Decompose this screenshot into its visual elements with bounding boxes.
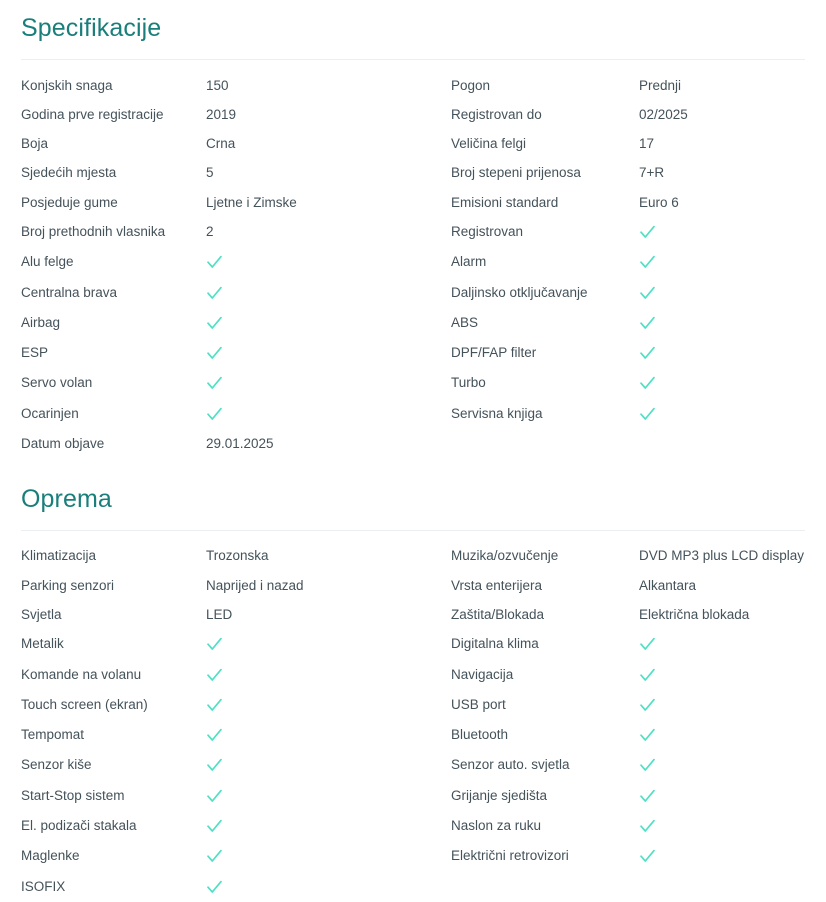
- spec-value: 150: [206, 77, 229, 93]
- spec-value: [639, 660, 826, 690]
- spec-value: [639, 812, 826, 842]
- check-icon: [206, 848, 222, 864]
- spec-label: Daljinsko otključavanje: [451, 284, 588, 300]
- spec-value: [639, 217, 826, 247]
- spec-value: [206, 781, 451, 811]
- spec-label: Servo volan: [21, 375, 93, 391]
- spec-label: Muzika/ozvučenje: [451, 548, 559, 564]
- spec-label: Svjetla: [21, 606, 62, 622]
- spec-label: [451, 872, 639, 902]
- spec-value: [639, 721, 826, 751]
- check-icon: [206, 879, 222, 895]
- spec-value: [206, 690, 451, 720]
- spec-label: Senzor kiše: [21, 757, 92, 773]
- spec-label: Godina prve registracije: [21, 106, 164, 122]
- check-icon: [639, 406, 655, 422]
- spec-value: [639, 781, 826, 811]
- check-icon: [206, 345, 222, 361]
- spec-label: Turbo: [451, 375, 486, 391]
- spec-value: [639, 308, 826, 338]
- check-icon: [639, 254, 655, 270]
- section-gap: [0, 459, 826, 485]
- spec-value: Naprijed i nazad: [206, 577, 304, 593]
- check-icon: [639, 818, 655, 834]
- check-icon: [639, 224, 655, 240]
- spec-label: Servisna knjiga: [451, 405, 543, 421]
- check-icon: [206, 315, 222, 331]
- check-icon: [639, 848, 655, 864]
- spec-label: ESP: [21, 345, 49, 361]
- spec-label: Registrovan do: [451, 106, 542, 122]
- spec-value: [206, 278, 451, 308]
- check-icon: [639, 788, 655, 804]
- spec-label: ISOFIX: [21, 878, 66, 894]
- spec-value: [639, 339, 826, 369]
- spec-label: Tempomat: [21, 727, 85, 743]
- spec-value: [639, 630, 826, 660]
- spec-value: DVD MP3 plus LCD display: [639, 548, 805, 564]
- check-icon: [206, 757, 222, 773]
- spec-value: LED: [206, 606, 233, 622]
- spec-value: Crna: [206, 136, 236, 152]
- spec-label: Grijanje sjedišta: [451, 787, 548, 803]
- spec-label: Senzor auto. svjetla: [451, 757, 570, 773]
- spec-value: [206, 630, 451, 660]
- check-icon: [639, 375, 655, 391]
- spec-label: Emisioni standard: [451, 194, 559, 210]
- spec-value: [639, 399, 826, 429]
- spec-label: Posjeduje gume: [21, 194, 118, 210]
- section-divider: [21, 59, 805, 60]
- spec-label: Maglenke: [21, 848, 80, 864]
- spec-label: Start-Stop sistem: [21, 787, 125, 803]
- spec-value: 2: [206, 223, 214, 239]
- spec-label: Električni retrovizori: [451, 848, 569, 864]
- spec-value: [639, 248, 826, 278]
- check-icon: [206, 788, 222, 804]
- spec-label: Ocarinjen: [21, 405, 79, 421]
- check-icon: [206, 375, 222, 391]
- check-icon: [639, 727, 655, 743]
- spec-value: 7+R: [639, 165, 665, 181]
- check-icon: [639, 345, 655, 361]
- spec-value: [639, 369, 826, 399]
- section-title-specifikacije: Specifikacije: [21, 14, 162, 42]
- spec-value: [639, 278, 826, 308]
- check-icon: [639, 697, 655, 713]
- spec-label: Alu felge: [21, 254, 74, 270]
- spec-label: Pogon: [451, 77, 491, 93]
- spec-value: Prednji: [639, 77, 682, 93]
- spec-label: Broj prethodnih vlasnika: [21, 223, 166, 239]
- spec-value: [206, 721, 451, 751]
- check-icon: [206, 818, 222, 834]
- spec-label: Naslon za ruku: [451, 818, 542, 834]
- check-icon: [639, 667, 655, 683]
- spec-value: Električna blokada: [639, 606, 750, 622]
- spec-value: [639, 872, 826, 902]
- spec-grid-specifikacije: [0, 71, 826, 459]
- check-icon: [206, 285, 222, 301]
- spec-label: Zaštita/Blokada: [451, 606, 545, 622]
- spec-label: Sjedećih mjesta: [21, 165, 117, 181]
- spec-value: 17: [639, 136, 655, 152]
- spec-value: Trozonska: [206, 548, 269, 564]
- spec-value: Euro 6: [639, 194, 679, 210]
- spec-value: [206, 660, 451, 690]
- spec-label: Digitalna klima: [451, 636, 539, 652]
- spec-label: Datum objave: [21, 436, 105, 452]
- spec-label: Centralna brava: [21, 284, 118, 300]
- spec-value: [206, 248, 451, 278]
- spec-label: Konjskih snaga: [21, 77, 113, 93]
- spec-label: [451, 430, 639, 459]
- spec-value: [206, 842, 451, 872]
- spec-value: [639, 751, 826, 781]
- spec-value: 2019: [206, 106, 237, 122]
- spec-label: Registrovan: [451, 223, 524, 239]
- spec-label: Parking senzori: [21, 577, 115, 593]
- spec-label: ABS: [451, 314, 479, 330]
- spec-value: [639, 842, 826, 872]
- spec-value: 02/2025: [639, 106, 688, 122]
- spec-label: Klimatizacija: [21, 548, 97, 564]
- spec-value: [206, 308, 451, 338]
- spec-label: Veličina felgi: [451, 136, 527, 152]
- check-icon: [639, 636, 655, 652]
- spec-value: Alkantara: [639, 577, 697, 593]
- check-icon: [206, 697, 222, 713]
- spec-value: [206, 872, 451, 902]
- check-icon: [206, 254, 222, 270]
- check-icon: [206, 667, 222, 683]
- check-icon: [639, 285, 655, 301]
- spec-value: [206, 399, 451, 429]
- spec-label: Boja: [21, 136, 49, 152]
- spec-value: [639, 690, 826, 720]
- spec-value: [206, 369, 451, 399]
- check-icon: [639, 757, 655, 773]
- spec-label: Komande na volanu: [21, 666, 142, 682]
- spec-label: Metalik: [21, 636, 64, 652]
- spec-label: Navigacija: [451, 666, 514, 682]
- spec-value: Ljetne i Zimske: [206, 194, 297, 210]
- check-icon: [639, 315, 655, 331]
- spec-label: DPF/FAP filter: [451, 345, 537, 361]
- spec-grid-oprema: [0, 542, 826, 902]
- spec-value: 29.01.2025: [206, 436, 274, 452]
- section-title-oprema: Oprema: [21, 484, 112, 513]
- spec-label: Airbag: [21, 314, 61, 330]
- check-icon: [206, 406, 222, 422]
- spec-label: Bluetooth: [451, 727, 509, 743]
- spec-label: Alarm: [451, 254, 487, 270]
- spec-label: El. podizači stakala: [21, 818, 137, 834]
- spec-value: [206, 339, 451, 369]
- spec-value: [206, 751, 451, 781]
- spec-label: USB port: [451, 696, 506, 712]
- spec-label: Broj stepeni prijenosa: [451, 165, 581, 181]
- spec-label: Vrsta enterijera: [451, 577, 543, 593]
- spec-value: [639, 430, 826, 459]
- spec-label: Touch screen (ekran): [21, 696, 148, 712]
- check-icon: [206, 636, 222, 652]
- spec-value: [206, 812, 451, 842]
- section-divider: [21, 530, 805, 531]
- check-icon: [206, 727, 222, 743]
- spec-value: 5: [206, 165, 214, 181]
